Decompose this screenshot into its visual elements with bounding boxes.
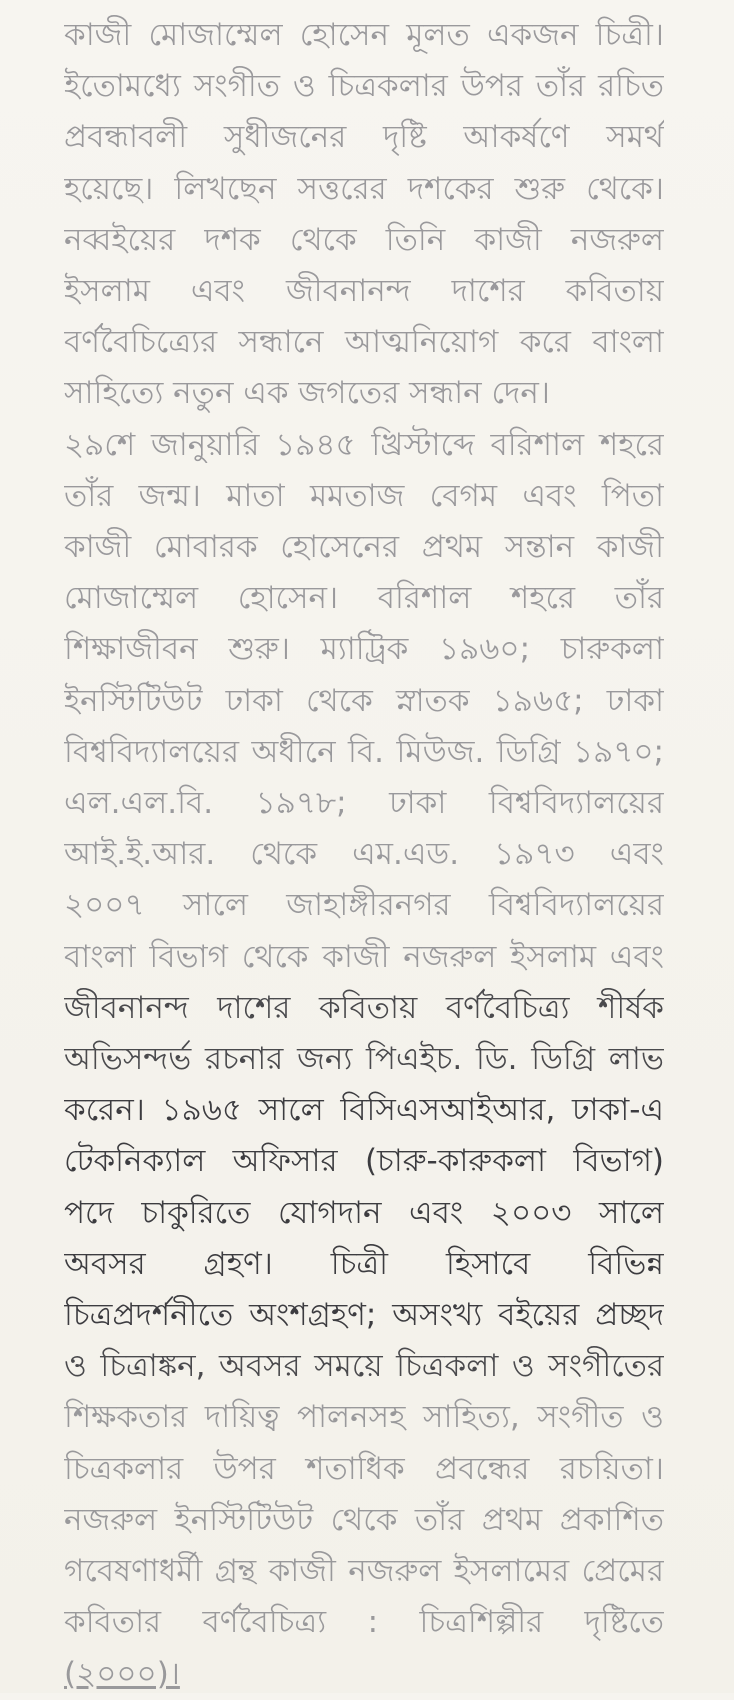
text-line: হয়েছে। লিখছেন সত্তরের দশকের শুরু থেকে। [64, 170, 664, 207]
text-line: অবসর গ্রহণ। চিত্রী হিসাবে বিভিন্ন [64, 1245, 664, 1282]
text-line: বর্ণবৈচিত্র্যের সন্ধানে আত্মনিয়োগ করে বাংলা [64, 324, 664, 361]
text-line: আই.ই.আর. থেকে এম.এড. ১৯৭৩ এবং [64, 836, 664, 873]
text-line: চিত্রপ্রদর্শনীতে অংশগ্রহণ; অসংখ্য বইয়ের প্রচ্ছদ [64, 1297, 664, 1334]
text-line: জীবনানন্দ দাশের কবিতায় বর্ণবৈচিত্র্য শীর্ষক [64, 989, 664, 1026]
text-line: চিত্রকলার উপর শতাধিক প্রবন্ধের রচয়িতা। [64, 1450, 664, 1487]
text-line: তাঁর জন্ম। মাতা মমতাজ বেগম এবং পিতা [64, 477, 664, 514]
text-line: টেকনিক্যাল অফিসার (চারু-কারুকলা বিভাগ) [64, 1143, 664, 1180]
text-line: ও চিত্রাঙ্কন, অবসর সময়ে চিত্রকলা ও সংগীতের [64, 1348, 664, 1385]
text-line: অভিসন্দর্ভ রচনার জন্য পিএইচ. ডি. ডিগ্রি লাভ [64, 1041, 664, 1078]
text-line: শিক্ষকতার দায়িত্ব পালনসহ সাহিত্য, সংগীত ও [64, 1399, 664, 1436]
text-line: (২০০০)। [64, 1655, 180, 1692]
text-line: ইনস্টিটিউট ঢাকা থেকে স্নাতক ১৯৬৫; ঢাকা [64, 682, 664, 719]
text-line: ইতোমধ্যে সংগীত ও চিত্রকলার উপর তাঁর রচিত [64, 68, 664, 105]
text-line: শিক্ষাজীবন শুরু। ম্যাট্রিক ১৯৬০; চারুকলা [64, 631, 664, 668]
text-line: নজরুল ইনস্টিটিউট থেকে তাঁর প্রথম প্রকাশিত [64, 1501, 664, 1538]
biography-text [64, 10, 664, 1700]
text-line: এল.এল.বি. ১৯৭৮; ঢাকা বিশ্ববিদ্যালয়ের [64, 785, 664, 822]
text-line: সাহিত্যে নতুন এক জগতের সন্ধান দেন। [64, 375, 550, 412]
text-line: বাংলা বিভাগ থেকে কাজী নজরুল ইসলাম এবং [64, 938, 664, 975]
text-line: করেন। ১৯৬৫ সালে বিসিএসআইআর, ঢাকা-এ [64, 1092, 664, 1129]
text-line: মোজাম্মেল হোসেন। বরিশাল শহরে তাঁর [64, 580, 664, 617]
text-line: ২০০৭ সালে জাহাঙ্গীরনগর বিশ্ববিদ্যালয়ের [64, 887, 664, 924]
text-line: গবেষণাধর্মী গ্রন্থ কাজী নজরুল ইসলামের প্রেমের [64, 1553, 664, 1590]
text-line: ইসলাম এবং জীবনানন্দ দাশের কবিতায় [64, 273, 664, 310]
text-line: কাজী মোজাম্মেল হোসেন মূলত একজন চিত্রী। [64, 17, 664, 53]
text-line: পদে চাকুরিতে যোগদান এবং ২০০৩ সালে [64, 1194, 664, 1231]
text-line: ২৯শে জানুয়ারি ১৯৪৫ খ্রিস্টাব্দে বরিশাল শহরে [64, 426, 664, 463]
text-line: প্রবন্ধাবলী সুধীজনের দৃষ্টি আকর্ষণে সমর্থ [64, 119, 664, 156]
text-line: কাজী মোবারক হোসেনের প্রথম সন্তান কাজী [64, 529, 664, 566]
text-line: বিশ্ববিদ্যালয়ের অধীনে বি. মিউজ. ডিগ্রি ১৯৭০; [64, 733, 664, 770]
text-line: কবিতার বর্ণবৈচিত্র্য : চিত্রশিল্পীর দৃষ্টিতে [64, 1604, 664, 1641]
text-line: নব্বইয়ের দশক থেকে তিনি কাজী নজরুল [64, 221, 664, 258]
